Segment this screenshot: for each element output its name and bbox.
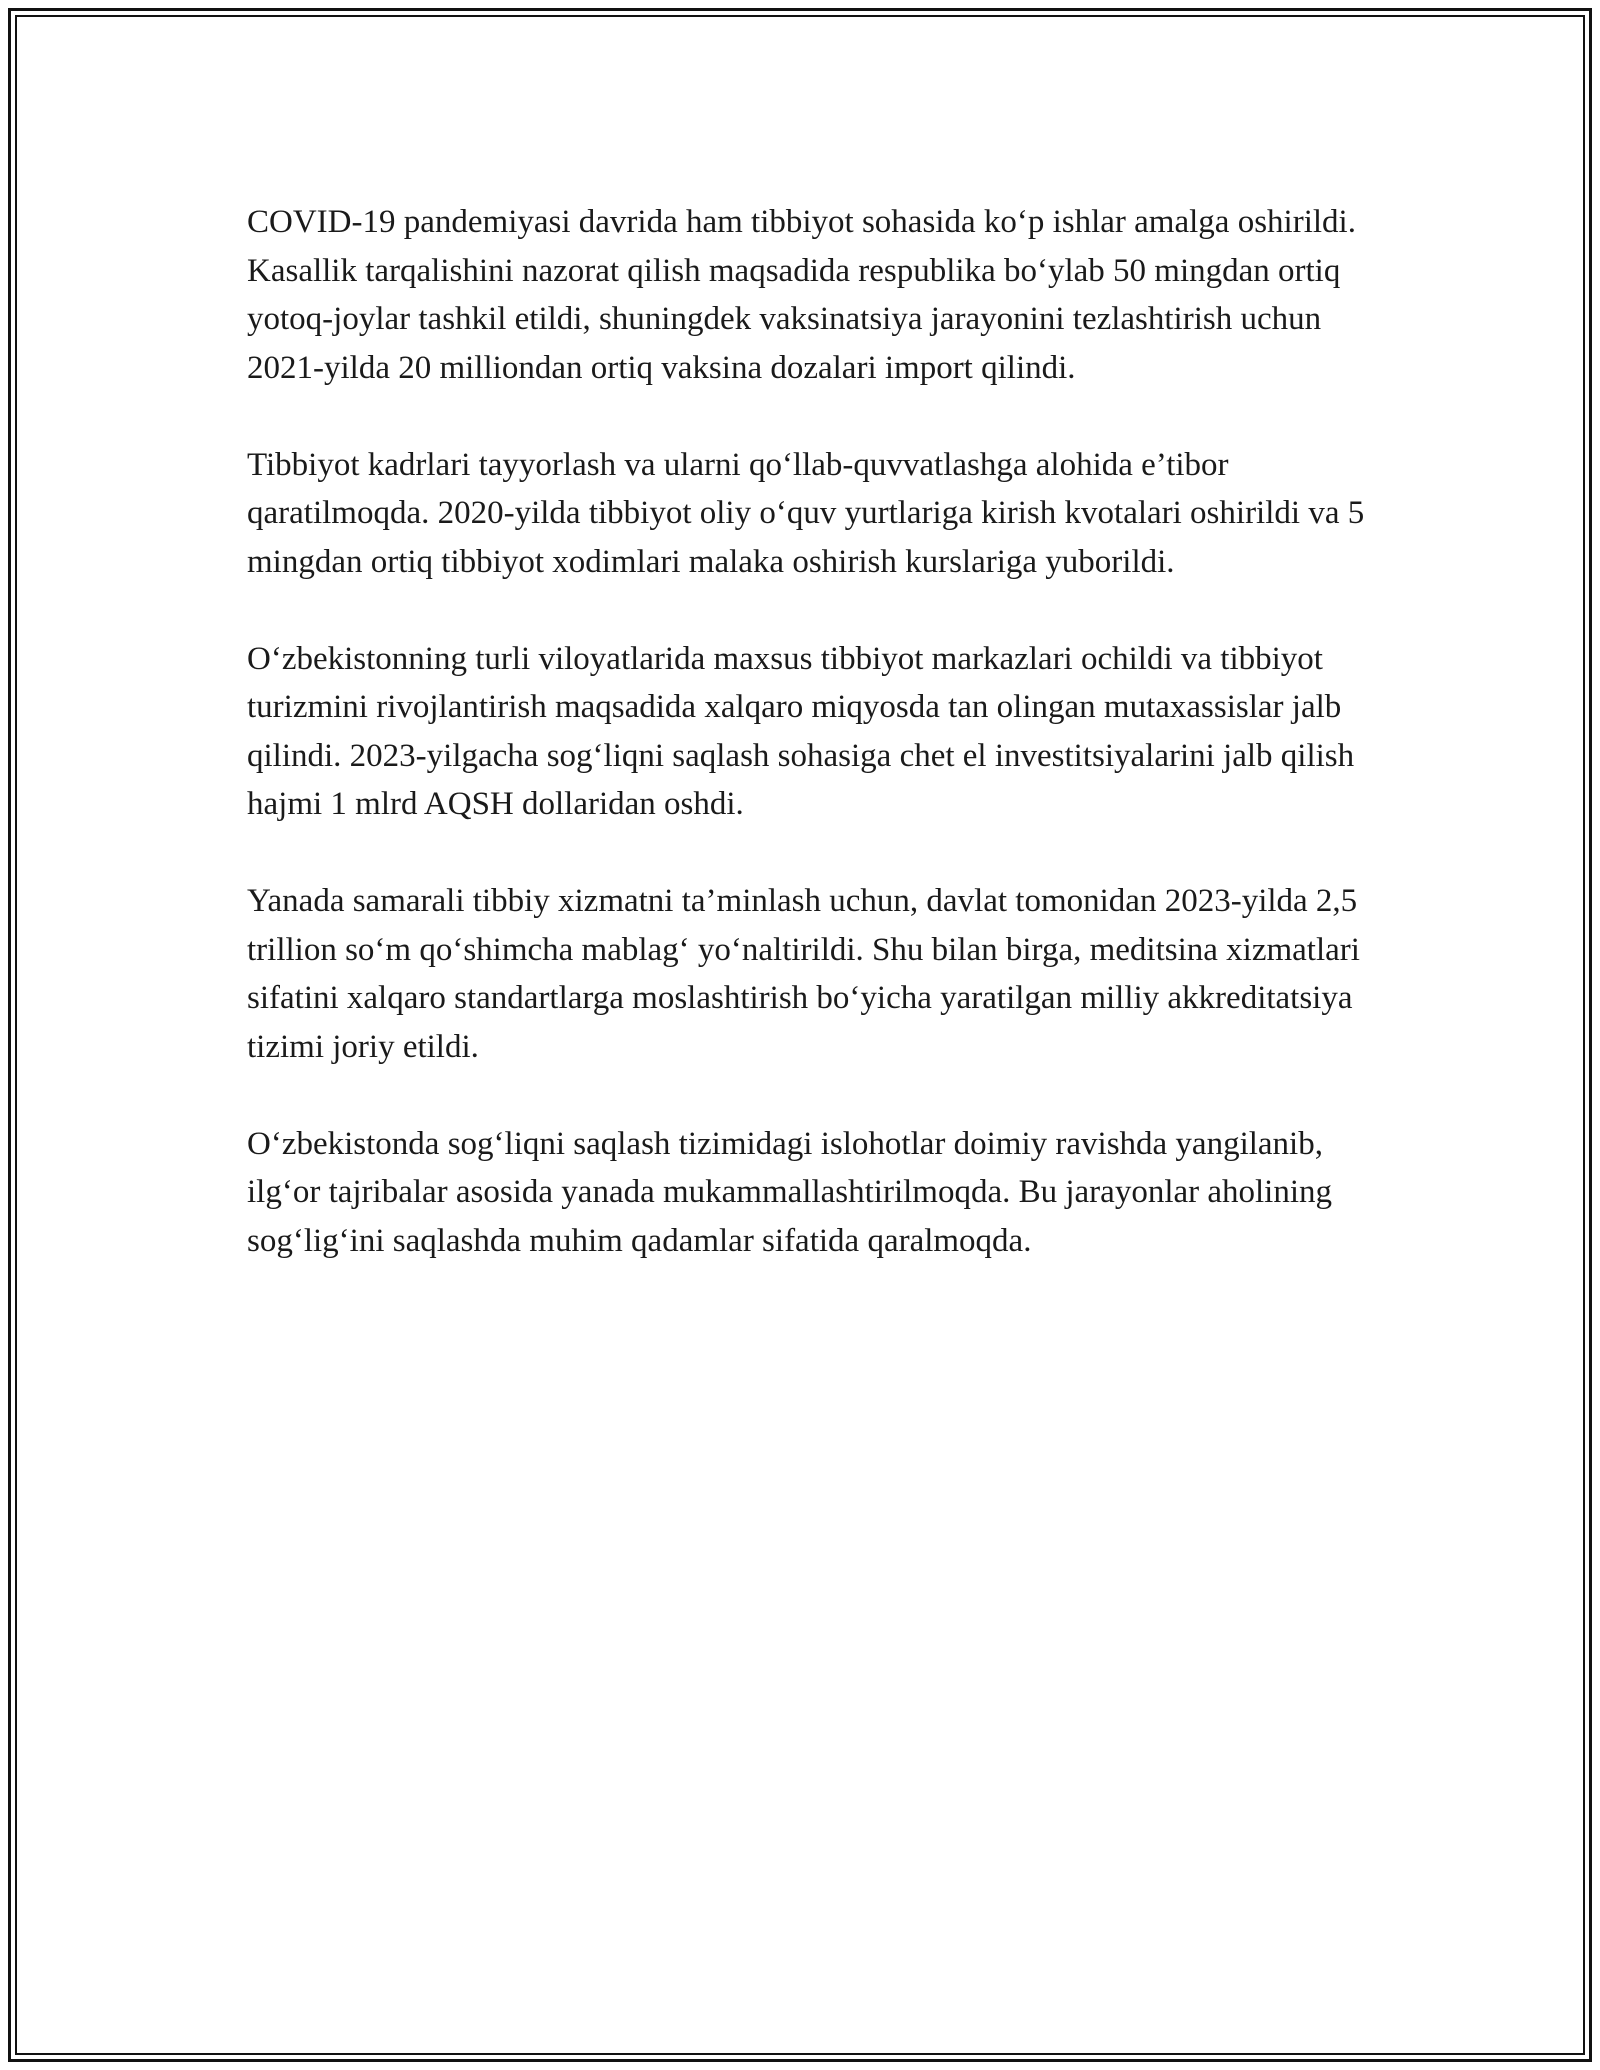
paragraph-medical-staff: Tibbiyot kadrlari tayyorlash va ularni qo‘llab-quvvatlashga alohida e’tibor qaratilmoqda. 2020-yilda tibbiyot oliy o‘quv yurtlariga kirish kvotalari oshirildi va 5 mingdan ortiq tibbiyot xodimlari malaka oshirish kurslariga yuborildi. <box>247 446 1365 580</box>
paragraph-covid-response: COVID-19 pandemiyasi davrida ham tibbiyot sohasida ko‘p ishlar amalga oshirildi. Kasallik tarqalishini nazorat qilish maqsadida respublika bo‘ylab 50 mingdan ortiq yotoq-joylar tashkil etildi, shuningdek vaksinatsiya jarayonini tezlashtirish uchun 2021-yilda 20 milliondan ortiq vaksina dozalari import qilindi. <box>247 204 1356 386</box>
paragraph-funding: Yanada samarali tibbiy xizmatni ta’minlash uchun, davlat tomonidan 2023-yilda 2,5 trillion so‘m qo‘shimcha mablag‘ yo‘naltirildi. Shu bilan birga, meditsina xizmatlari sifatini xalqaro standartlarga moslashtirish bo‘yicha yaratilgan milliy akkreditatsiya tizimi joriy etildi. <box>247 883 1360 1065</box>
document-body <box>247 198 1377 1314</box>
paragraph-reforms: O‘zbekistonda sog‘liqni saqlash tizimidagi islohotlar doimiy ravishda yangilanib, ilg‘or tajribalar asosida yanada mukammallashtirilmoqda. Bu jarayonlar aholining sog‘lig‘ini saqlashda muhim qadamlar sifatida qaralmoqda. <box>247 1125 1333 1259</box>
page-frame <box>8 8 1592 2062</box>
paragraph-medical-centers: O‘zbekistonning turli viloyatlarida maxsus tibbiyot markazlari ochildi va tibbiyot turizmini rivojlantirish maqsadida xalqaro miqyosda tan olingan mutaxassislar jalb qilindi. 2023-yilgacha sog‘liqni saqlash sohasiga chet el investitsiyalarini jalb qilish hajmi 1 mlrd AQSH dollaridan oshdi. <box>247 640 1355 822</box>
